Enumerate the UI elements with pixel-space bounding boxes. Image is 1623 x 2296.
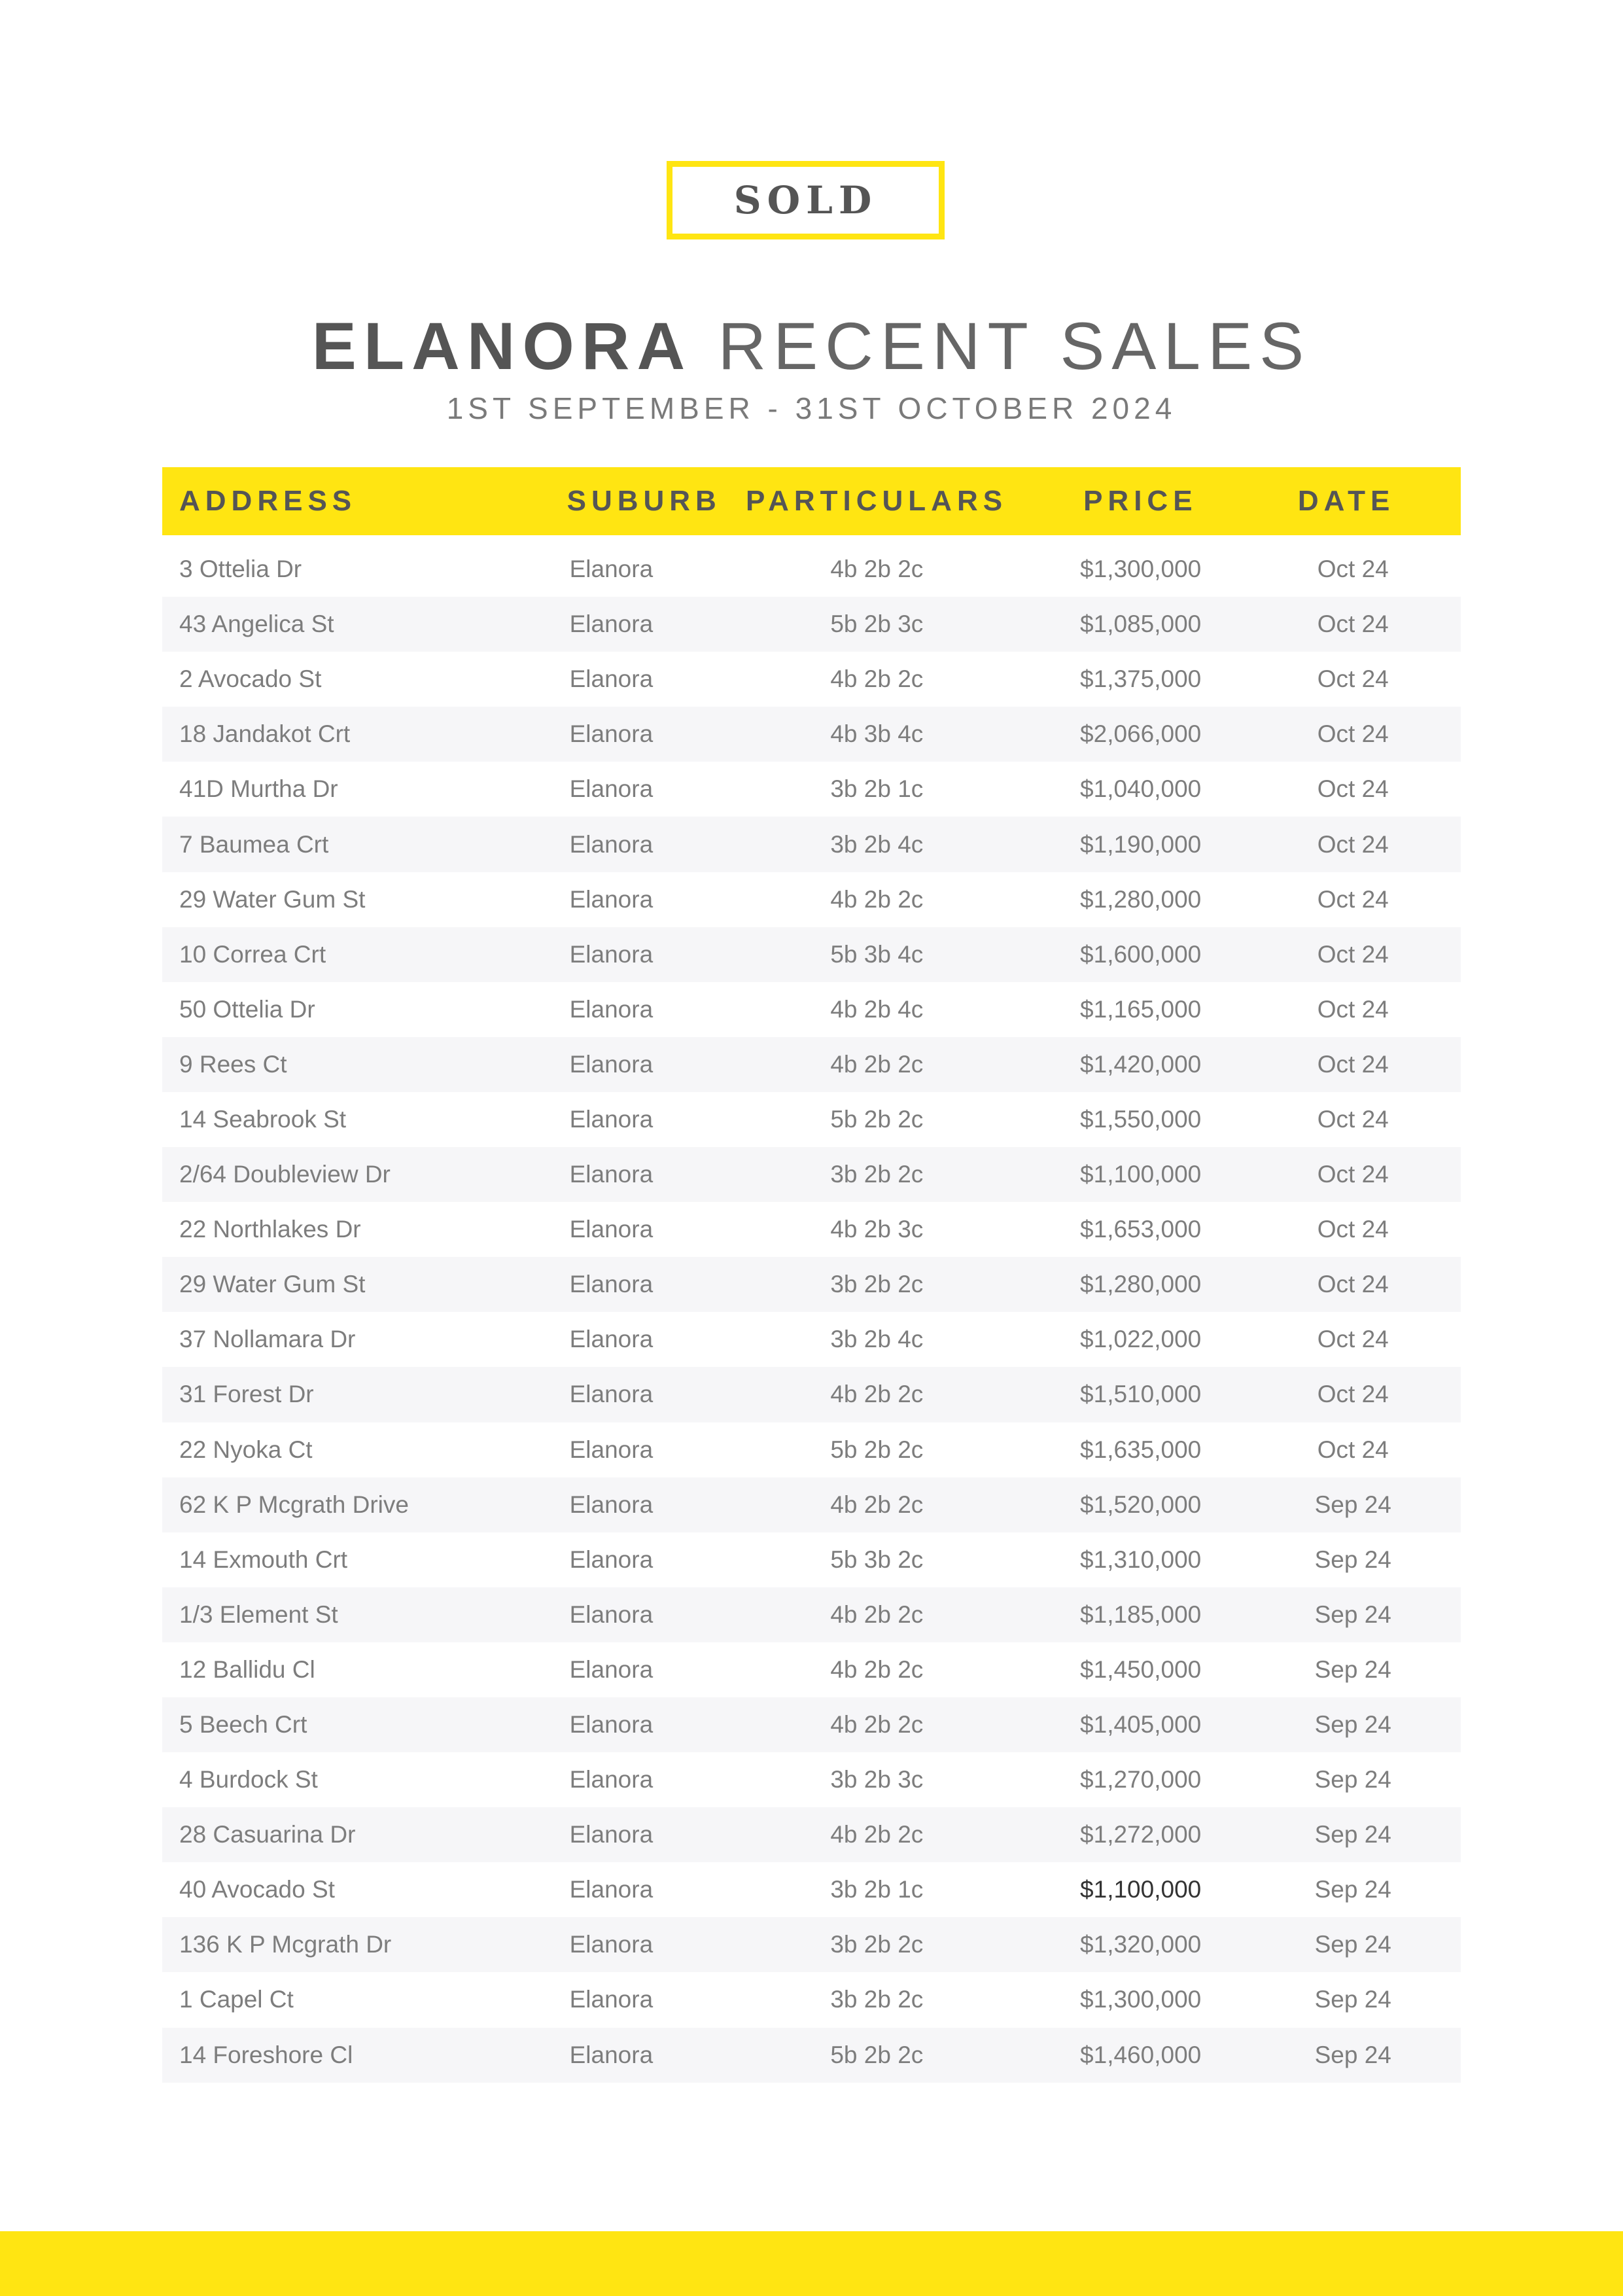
cell-particulars: 4b 2b 2c [830, 1655, 924, 1683]
cell-address: 1 Capel Ct [179, 1986, 294, 2013]
cell-address: 14 Exmouth Crt [179, 1545, 348, 1573]
cell-date: Oct 24 [1317, 830, 1389, 858]
table-row [162, 1752, 1461, 1807]
footer-band [0, 2231, 1623, 2296]
table-row [162, 2028, 1461, 2083]
cell-particulars: 4b 2b 2c [830, 1050, 924, 1078]
cell-date: Oct 24 [1317, 665, 1389, 693]
cell-price: $1,165,000 [1080, 995, 1202, 1023]
cell-address: 41D Murtha Dr [179, 775, 338, 803]
table-row [162, 1862, 1461, 1917]
cell-particulars: 5b 2b 2c [830, 1436, 924, 1463]
cell-suburb: Elanora [569, 1105, 654, 1133]
cell-particulars: 4b 2b 2c [830, 1821, 924, 1848]
column-header-particulars: PARTICULARS [746, 485, 1008, 517]
cell-address: 18 Jandakot Crt [179, 720, 351, 748]
cell-date: Sep 24 [1314, 1491, 1391, 1518]
cell-particulars: 3b 2b 2c [830, 1931, 924, 1958]
cell-price: $1,320,000 [1080, 1931, 1202, 1958]
cell-price: $1,375,000 [1080, 665, 1202, 693]
column-header-date: DATE [1297, 485, 1395, 517]
cell-particulars: 3b 2b 4c [830, 830, 924, 858]
cell-price: $1,600,000 [1080, 940, 1202, 968]
cell-date: Oct 24 [1317, 1161, 1389, 1188]
table-row [162, 1532, 1461, 1587]
cell-particulars: 4b 2b 2c [830, 1600, 924, 1628]
cell-address: 50 Ottelia Dr [179, 995, 315, 1023]
cell-price: $1,300,000 [1080, 556, 1202, 583]
cell-date: Oct 24 [1317, 720, 1389, 748]
cell-price: $1,100,000 [1080, 1161, 1202, 1188]
cell-price: $1,450,000 [1080, 1655, 1202, 1683]
cell-suburb: Elanora [569, 720, 654, 748]
cell-address: 12 Ballidu Cl [179, 1655, 315, 1683]
page-subtitle: 1ST SEPTEMBER - 31ST OCTOBER 2024 [446, 391, 1177, 425]
cell-price: $1,280,000 [1080, 1271, 1202, 1298]
cell-price: $1,520,000 [1080, 1491, 1202, 1518]
cell-suburb: Elanora [569, 1161, 654, 1188]
cell-suburb: Elanora [569, 995, 654, 1023]
table-row [162, 1807, 1461, 1862]
cell-particulars: 3b 2b 4c [830, 1326, 924, 1353]
cell-date: Oct 24 [1317, 1381, 1389, 1408]
cell-address: 2/64 Doubleview Dr [179, 1161, 391, 1188]
table-row [162, 762, 1461, 817]
cell-suburb: Elanora [569, 940, 654, 968]
cell-address: 62 K P Mcgrath Drive [179, 1491, 409, 1518]
cell-date: Sep 24 [1314, 1655, 1391, 1683]
cell-suburb: Elanora [569, 775, 654, 803]
cell-suburb: Elanora [569, 1491, 654, 1518]
cell-particulars: 4b 2b 2c [830, 1381, 924, 1408]
cell-date: Oct 24 [1317, 1105, 1389, 1133]
cell-date: Oct 24 [1317, 775, 1389, 803]
cell-particulars: 4b 2b 2c [830, 885, 924, 913]
table-row [162, 1972, 1461, 2027]
table-row [162, 597, 1461, 652]
cell-address: 29 Water Gum St [179, 1271, 366, 1298]
cell-price: $1,272,000 [1080, 1821, 1202, 1848]
cell-price: $1,300,000 [1080, 1986, 1202, 2013]
cell-suburb: Elanora [569, 1986, 654, 2013]
cell-price: $1,420,000 [1080, 1050, 1202, 1078]
table-row [162, 982, 1461, 1037]
cell-address: 37 Nollamara Dr [179, 1326, 356, 1353]
table-row [162, 1257, 1461, 1312]
table-row [162, 1092, 1461, 1147]
cell-suburb: Elanora [569, 1821, 654, 1848]
cell-price: $1,405,000 [1080, 1711, 1202, 1739]
cell-address: 9 Rees Ct [179, 1050, 287, 1078]
cell-price: $1,460,000 [1080, 2041, 1202, 2068]
cell-suburb: Elanora [569, 1216, 654, 1243]
cell-address: 22 Nyoka Ct [179, 1436, 313, 1463]
cell-suburb: Elanora [569, 830, 654, 858]
cell-suburb: Elanora [569, 1436, 654, 1463]
page-title [0, 306, 1623, 386]
cell-price: $1,635,000 [1080, 1436, 1202, 1463]
cell-address: 7 Baumea Crt [179, 830, 329, 858]
cell-price: $1,190,000 [1080, 830, 1202, 858]
cell-date: Sep 24 [1314, 1766, 1391, 1793]
page-title-rest: RECENT SALES [718, 309, 1312, 383]
cell-date: Sep 24 [1314, 1545, 1391, 1573]
column-header-suburb: SUBURB [567, 485, 722, 517]
cell-suburb: Elanora [569, 1931, 654, 1958]
table-header [162, 467, 1461, 535]
cell-price: $1,100,000 [1080, 1876, 1202, 1903]
cell-date: Sep 24 [1314, 1931, 1391, 1958]
cell-particulars: 5b 3b 2c [830, 1545, 924, 1573]
column-header-price: PRICE [1083, 485, 1198, 517]
cell-address: 10 Correa Crt [179, 940, 326, 968]
table-row [162, 1642, 1461, 1697]
table-row [162, 1917, 1461, 1972]
cell-date: Oct 24 [1317, 1050, 1389, 1078]
cell-suburb: Elanora [569, 1050, 654, 1078]
table-row [162, 872, 1461, 927]
cell-address: 22 Northlakes Dr [179, 1216, 361, 1243]
cell-price: $2,066,000 [1080, 720, 1202, 748]
cell-suburb: Elanora [569, 2041, 654, 2068]
table-row [162, 1422, 1461, 1477]
cell-date: Oct 24 [1317, 1271, 1389, 1298]
table-row [162, 652, 1461, 707]
cell-particulars: 3b 2b 2c [830, 1986, 924, 2013]
cell-suburb: Elanora [569, 1711, 654, 1739]
cell-address: 5 Beech Crt [179, 1711, 307, 1739]
cell-suburb: Elanora [569, 1600, 654, 1628]
cell-date: Oct 24 [1317, 885, 1389, 913]
cell-particulars: 4b 2b 2c [830, 1491, 924, 1518]
cell-price: $1,085,000 [1080, 610, 1202, 638]
cell-price: $1,310,000 [1080, 1545, 1202, 1573]
cell-price: $1,040,000 [1080, 775, 1202, 803]
cell-suburb: Elanora [569, 1766, 654, 1793]
cell-particulars: 3b 2b 2c [830, 1161, 924, 1188]
cell-particulars: 4b 2b 2c [830, 556, 924, 583]
cell-suburb: Elanora [569, 1326, 654, 1353]
cell-date: Oct 24 [1317, 995, 1389, 1023]
cell-date: Oct 24 [1317, 1326, 1389, 1353]
cell-date: Oct 24 [1317, 1216, 1389, 1243]
cell-address: 1/3 Element St [179, 1600, 338, 1628]
cell-price: $1,280,000 [1080, 885, 1202, 913]
cell-date: Sep 24 [1314, 1600, 1391, 1628]
table-body [162, 535, 1461, 2083]
table-row [162, 1202, 1461, 1257]
cell-price: $1,185,000 [1080, 1600, 1202, 1628]
cell-address: 29 Water Gum St [179, 885, 366, 913]
cell-address: 43 Angelica St [179, 610, 334, 638]
cell-suburb: Elanora [569, 556, 654, 583]
cell-particulars: 3b 2b 3c [830, 1766, 924, 1793]
cell-particulars: 5b 3b 4c [830, 940, 924, 968]
table-row [162, 1367, 1461, 1422]
cell-date: Sep 24 [1314, 1821, 1391, 1848]
cell-suburb: Elanora [569, 610, 654, 638]
cell-address: 14 Foreshore Cl [179, 2041, 353, 2068]
cell-address: 4 Burdock St [179, 1766, 318, 1793]
cell-particulars: 3b 2b 1c [830, 1876, 924, 1903]
cell-address: 14 Seabrook St [179, 1105, 347, 1133]
table-row [162, 1147, 1461, 1202]
cell-particulars: 5b 2b 2c [830, 2041, 924, 2068]
cell-date: Sep 24 [1314, 2041, 1391, 2068]
cell-particulars: 4b 3b 4c [830, 720, 924, 748]
cell-particulars: 5b 2b 2c [830, 1105, 924, 1133]
cell-price: $1,653,000 [1080, 1216, 1202, 1243]
sales-table [162, 467, 1461, 2083]
cell-price: $1,510,000 [1080, 1381, 1202, 1408]
cell-date: Oct 24 [1317, 556, 1389, 583]
cell-price: $1,270,000 [1080, 1766, 1202, 1793]
cell-address: 136 K P Mcgrath Dr [179, 1931, 392, 1958]
sold-badge-label: SOLD [733, 178, 878, 222]
cell-particulars: 5b 2b 3c [830, 610, 924, 638]
column-header-address: ADDRESS [179, 485, 357, 517]
page-title-suburb: ELANORA [311, 309, 693, 383]
cell-date: Sep 24 [1314, 1876, 1391, 1903]
table-row [162, 1587, 1461, 1642]
cell-particulars: 3b 2b 1c [830, 775, 924, 803]
cell-address: 2 Avocado St [179, 665, 322, 693]
table-row [162, 707, 1461, 762]
table-row [162, 1697, 1461, 1752]
cell-address: 31 Forest Dr [179, 1381, 314, 1408]
cell-particulars: 3b 2b 2c [830, 1271, 924, 1298]
cell-price: $1,022,000 [1080, 1326, 1202, 1353]
table-row [162, 927, 1461, 982]
cell-suburb: Elanora [569, 1655, 654, 1683]
cell-date: Oct 24 [1317, 940, 1389, 968]
cell-particulars: 4b 2b 2c [830, 1711, 924, 1739]
cell-particulars: 4b 2b 3c [830, 1216, 924, 1243]
cell-date: Sep 24 [1314, 1986, 1391, 2013]
cell-suburb: Elanora [569, 1271, 654, 1298]
cell-date: Sep 24 [1314, 1711, 1391, 1739]
cell-suburb: Elanora [569, 885, 654, 913]
table-row [162, 1037, 1461, 1092]
sold-badge [667, 161, 945, 239]
table-row [162, 817, 1461, 872]
cell-address: 28 Casuarina Dr [179, 1821, 356, 1848]
cell-date: Oct 24 [1317, 610, 1389, 638]
table-row [162, 542, 1461, 597]
cell-address: 3 Ottelia Dr [179, 556, 302, 583]
cell-address: 40 Avocado St [179, 1876, 335, 1903]
cell-particulars: 4b 2b 2c [830, 665, 924, 693]
table-row [162, 1477, 1461, 1532]
cell-suburb: Elanora [569, 1876, 654, 1903]
cell-suburb: Elanora [569, 1381, 654, 1408]
cell-date: Oct 24 [1317, 1436, 1389, 1463]
cell-price: $1,550,000 [1080, 1105, 1202, 1133]
cell-suburb: Elanora [569, 1545, 654, 1573]
cell-particulars: 4b 2b 4c [830, 995, 924, 1023]
table-row [162, 1312, 1461, 1367]
cell-suburb: Elanora [569, 665, 654, 693]
